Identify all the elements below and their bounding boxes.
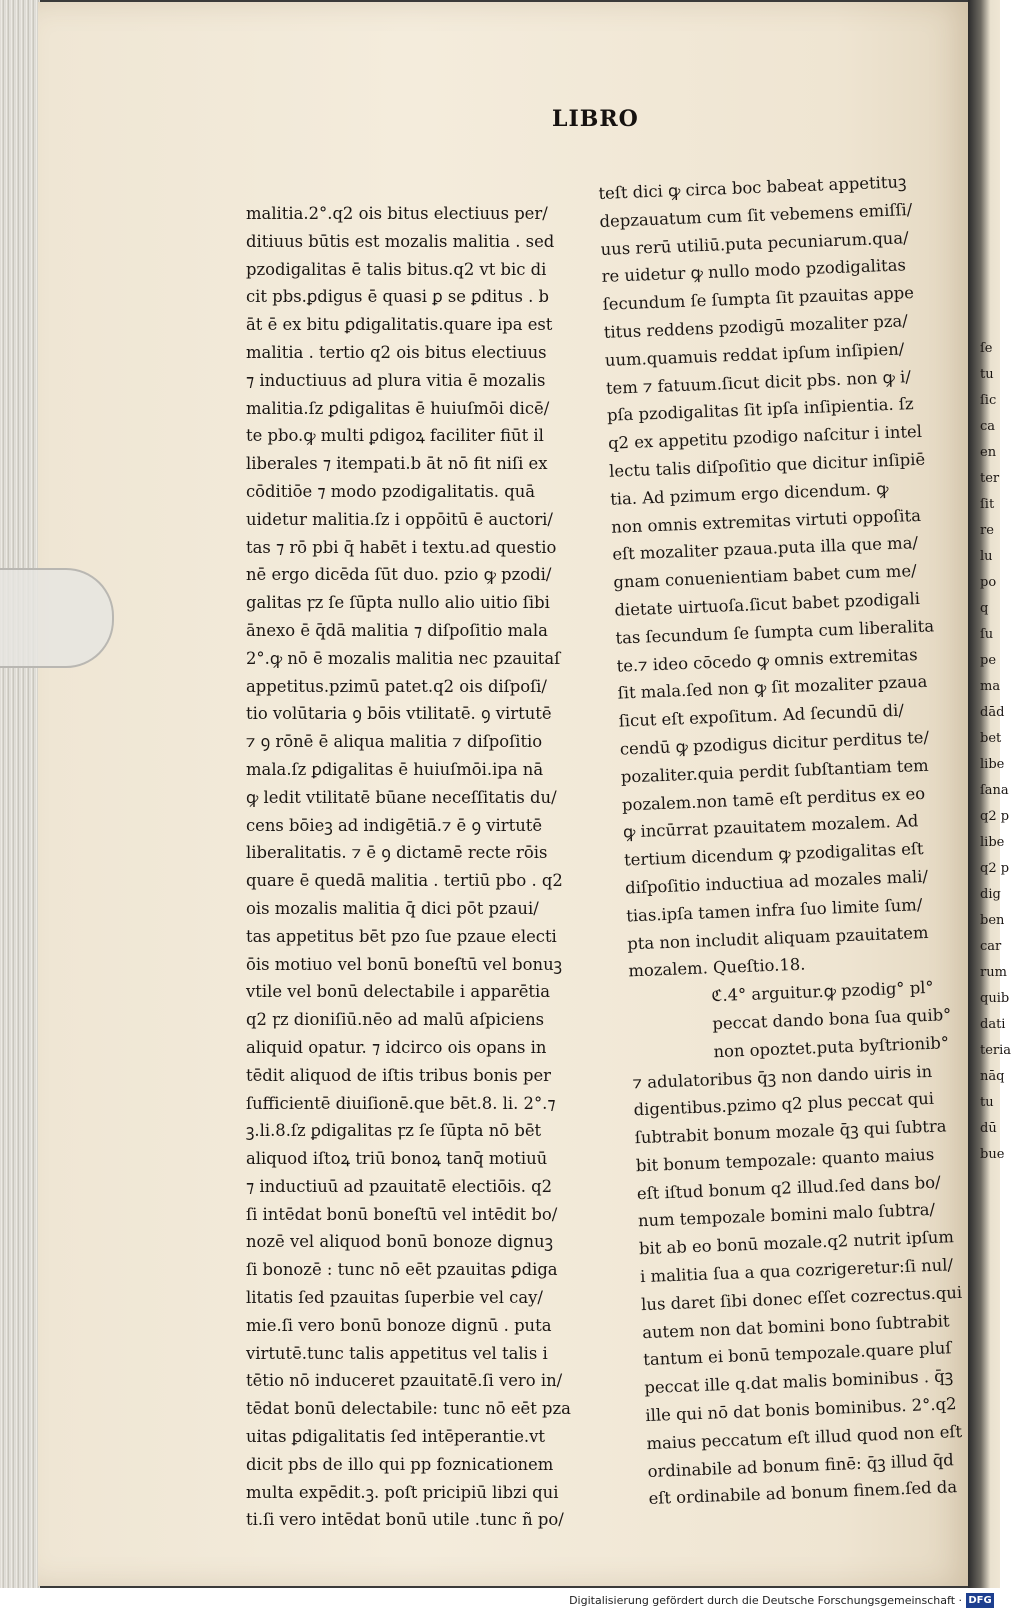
text-line: nāq [980, 1069, 1005, 1084]
footer-credit: Digitalisierung gefördert durch die Deutsche Forschungsgemeinschaft · [569, 1594, 962, 1607]
text-line: ille qui nō dat bonis bominibus. 2°.q2 [645, 1394, 957, 1426]
text-line: aliquod iſtoꝝ triū bonoꝝ tanq̄ motiuū [246, 1149, 548, 1169]
text-line: pzodigalitas ē talis bitus.q2 vt bic di [246, 259, 547, 279]
text-line: ſic [980, 393, 997, 408]
text-line: quib [980, 991, 1010, 1006]
text-line: dig [980, 887, 1001, 902]
text-line: autem non dat bomini bono ſubtrabit [641, 1311, 950, 1342]
text-line: tem ⁊ fatuum.ſicut dicit pbs. non ꝙ i/ [605, 366, 912, 398]
text-line: ōis motiuo vel bonū boneſtū vel bonuꝫ [246, 954, 562, 974]
text-line [980, 310, 1000, 336]
text-line: q [980, 601, 989, 616]
text-line: lus daret ſibi donec eſſet cozrectus.qui [640, 1282, 963, 1315]
text-line: peccat ille q.dat malis bominibus . q̄ꝫ [644, 1366, 954, 1398]
text-line: ſi bonozē : tunc nō eēt pzauitas ꝑdiga [246, 1260, 558, 1280]
text-line: ꝙ incūrrat pzauitatem mozalem. Ad [622, 811, 919, 842]
text-line: āt ē ex bitu ꝑdigalitatis.quare ipa est [246, 315, 553, 335]
text-line: te pbo.ꝙ multi ꝑdigoꝝ faciliter fiūt il [246, 426, 544, 446]
text-line: ſubtrabit bonum mozale q̄ꝫ qui ſubtra [634, 1116, 947, 1148]
text-line: ois mozalis malitia q̄ dici pōt pzaui/ [246, 898, 539, 918]
text-line: cōditiōe ⁊ modo pzodigalitatis. quā [246, 481, 536, 501]
text-line: tēdit aliquod de iſtis tribus bonis per [246, 1065, 551, 1085]
text-line: eſt ordinabile ad bonum finem.ſed da [648, 1477, 958, 1509]
text-line: bit bonum tempozale: quanto maius [635, 1144, 935, 1176]
text-line: num tempozale bomini malo ſubtra/ [637, 1200, 936, 1231]
text-line: eſt iſtud bonum q2 illud.ſed dans bo/ [636, 1172, 941, 1203]
text-line: car [980, 939, 1002, 954]
text-line: tētio nō induceret pzauitatē.ſi vero in/ [246, 1371, 563, 1391]
text-line: q2 p [980, 861, 1010, 876]
text-line: ⁊ inductiuū ad pzauitatē electiōis. q2 [246, 1176, 553, 1196]
text-line: ſu [980, 627, 994, 642]
text-line: tias.ipſa tamen infra ſuo limite ſum/ [625, 894, 923, 926]
text-line: tēdat bonū delectabile: tunc nō eēt pza [246, 1399, 571, 1419]
text-line: gnam conuenientiam babet cum me/ [613, 561, 917, 592]
text-line: dietate uirtuoſa.ſicut babet pzodigali [614, 588, 921, 620]
text-line: mie.ſi vero bonū bonoze dignū . puta [246, 1315, 552, 1335]
text-line: pozalem.non tamē eſt perditus ex eo [621, 783, 926, 815]
text-line: galitas ꝼz ſe ſūpta nullo alio uitio ſibi [246, 593, 550, 613]
text-line: non opoztet.puta byſtrionib° [713, 1032, 950, 1061]
text-line: virtutē.tunc talis appetitus vel talis i [246, 1343, 548, 1363]
text-line: nē ergo dicēda ſūt duo. pzio ꝙ pzodi/ [246, 565, 552, 585]
text-line: pta non includit aliquam pzauitatem [626, 922, 929, 953]
text-line: bit ab eo bonū mozale.q2 nutrit ipſum [638, 1227, 955, 1259]
text-line: appetitus.pzimū patet.q2 ois diſpoſi/ [246, 676, 547, 696]
text-line: diſpoſitio inductiua ad mozales mali/ [624, 866, 929, 898]
text-line: mozalem. Queſtio.18. [628, 954, 806, 981]
text-line: pe [980, 653, 997, 668]
text-line: ordinabile ad bonum finē: q̄ꝫ illud q̄d [647, 1449, 955, 1481]
text-line: teria [980, 1043, 1011, 1058]
text-line: multa expēdit.ꝫ. poſt pricipiū libzi qui [246, 1482, 559, 1502]
book-page-edges [0, 0, 40, 1588]
text-line: quare ē quedā malitia . tertiū pbo . q2 [246, 871, 563, 891]
text-line: cens bōieꝫ ad indigētiā.⁊ ē ꝯ virtutē [246, 815, 543, 835]
text-line: re uidetur ꝙ nullo modo pzodigalitas [601, 255, 907, 287]
text-line: ꝙ ledit vtilitatē būane neceſſitatis du/ [246, 787, 557, 807]
text-line: lectu talis diſpoſitio que dicitur inſipiē [608, 449, 926, 481]
text-line: q2 ꝼz dioniſiū.nēo ad malū aſpiciens [246, 1010, 545, 1030]
text-line: rum [980, 965, 1007, 980]
text-line: lu [980, 549, 993, 564]
text-line: tas appetitus bēt pzo ſue pzaue electi [246, 926, 557, 946]
text-line: liberalitatis. ⁊ ē ꝯ dictamē recte rōis [246, 843, 548, 863]
text-line: non omnis extremitas virtuti oppoſita [610, 505, 922, 537]
text-line: uitas ꝑdigalitatis ſed intēperantie.vt [246, 1427, 545, 1447]
text-line: dicit pbs de illo qui pp foznicationem [246, 1454, 554, 1474]
text-line: uum.quamuis reddat ipſum inſipien/ [604, 339, 905, 370]
text-line: ānexo ē q̄dā malitia ⁊ diſpoſitio mala [246, 620, 548, 640]
text-line: ca [980, 419, 996, 434]
text-line: ⁊ adulatoribus q̄ꝫ non dando uiris in [632, 1061, 933, 1092]
bookmark-tab [0, 568, 114, 668]
text-line: ſecundum ſe ſumpta ſit pzauitas appe [602, 283, 915, 315]
text-line: re [980, 523, 994, 538]
text-line: po [980, 575, 997, 590]
text-line: ſit mala.ſed non ꝙ ſit mozaliter pzaua [617, 672, 928, 703]
text-line: litatis ſed pzauitas ſuperbie vel cay/ [246, 1288, 543, 1308]
text-line: libe [980, 835, 1005, 850]
text-line: dād [980, 705, 1005, 720]
text-line: ⁊ ꝯ rōnē ē aliqua malitia ⁊ diſpoſitio [246, 732, 543, 752]
text-line: cit pbs.ꝑdigus ē quasi ꝑ se ꝑditus . b [246, 287, 549, 307]
text-line: pſa pzodigalitas ſit ipſa inſipientia. ſz [606, 394, 914, 426]
text-line: ma [980, 679, 1001, 694]
text-line: 2°.ꝙ nō ē mozalis malitia nec pzauitaſ [246, 648, 561, 668]
text-line: ſit [980, 497, 995, 512]
text-line: malitia.2°.q2 ois bitus electiuus per/ [246, 204, 548, 223]
text-line: cendū ꝙ pzodigus dicitur perditus te/ [619, 727, 930, 759]
dfg-logo: DFG [966, 1593, 994, 1608]
text-line: ter [980, 471, 1000, 486]
text-line: uus rerū utiliū.puta pecuniarum.qua/ [600, 227, 909, 259]
text-line: tertium dicendum ꝙ pzodigalitas eſt [623, 839, 924, 870]
text-line: tu [980, 367, 994, 382]
text-line: bet [980, 731, 1002, 746]
text-line: nozē vel aliquod bonū bonoze dignuꝫ [246, 1232, 553, 1252]
text-line: teſt dici ꝙ circa boc babeat appetituꝫ [598, 172, 907, 203]
text-line: liberales ⁊ itempati.b āt nō fit niſi ex [246, 454, 548, 474]
facing-page-fragments [980, 310, 1011, 1168]
text-line: i malitia ſua a qua cozrigeretur:ſi nul/ [639, 1255, 954, 1287]
right-text-column [598, 167, 989, 1513]
text-line: q2 p [980, 809, 1010, 824]
text-line: bue [980, 1147, 1005, 1162]
text-line: dū [980, 1121, 997, 1136]
text-line: mala.ſz ꝑdigalitas ē huiuſmōi.ipa nā [246, 759, 544, 779]
text-line: ſufficientē diuiſionē.que bēt.8. li. 2°.⁊ [246, 1093, 556, 1113]
text-line: libe [980, 757, 1005, 772]
text-line: tio volūtaria ꝯ bōis vtilitatē. ꝯ virtutē [246, 704, 552, 724]
text-line: ditiuus būtis est mozalis malitia . sed [246, 231, 555, 251]
text-line: en [980, 445, 997, 460]
text-line: eſt mozaliter pzaua.puta illa que ma/ [612, 533, 919, 565]
text-line: peccat dando bona ſua quib° [712, 1004, 952, 1034]
text-line: aliquid opatur. ⁊ idcirco ois opans in [246, 1037, 547, 1057]
text-line: dati [980, 1017, 1006, 1032]
text-line: depzauatum cum ſit vebemens emiſſi/ [599, 199, 913, 231]
text-line: tia. Ad pzimum ergo dicendum. ꝙ [609, 478, 889, 509]
text-line: ℭ.4° arguitur.ꝙ pzodig° pl° [711, 977, 935, 1006]
text-line: te.⁊ ideo cōcedo ꝙ omnis extremitas [616, 644, 918, 676]
text-line: tas ⁊ rō pbi q̄ habēt i textu.ad questio [246, 537, 557, 557]
text-line: pozaliter.quia perdit ſubſtantiam tem [620, 755, 929, 787]
text-line: malitia . tertio q2 ois bitus electiuus [246, 342, 547, 362]
text-line: ſicut eſt expoſitum. Ad ſecundū di/ [618, 700, 905, 731]
text-line: malitia.ſz ꝑdigalitas ē huiuſmōi dicē/ [246, 398, 550, 418]
text-line: ſi intēdat bonū boneſtū vel intēdit bo/ [246, 1204, 558, 1224]
text-line: maius peccatum eſt illud quod non eſt [646, 1421, 963, 1453]
text-line: digentibus.pzimo q2 plus peccat qui [633, 1089, 935, 1120]
text-line: tantum ei bonū tempozale.quare pluſ [642, 1338, 952, 1370]
text-line: ⁊ inductiuus ad plura vitia ē mozalis [246, 370, 546, 390]
text-line: ſana [980, 783, 1009, 798]
text-line: uidetur malitia.ſz i oppōitū ē auctori/ [246, 509, 553, 529]
text-line: q2 ex appetitu pzodigo naſcitur i intel [607, 421, 923, 453]
text-line: tu [980, 1095, 994, 1110]
text-line: ben [980, 913, 1005, 928]
text-line: ꝫ.li.8.ſz ꝑdigalitas ꝼz ſe ſūpta nō bēt [246, 1121, 542, 1141]
text-line: ti.ſi vero intēdat bonū utile .tunc ñ po/ [246, 1510, 564, 1530]
text-line: titus reddens pzodigū mozaliter pza/ [603, 311, 909, 342]
running-head: LIBRO [552, 106, 639, 132]
text-line: ſe [980, 341, 993, 356]
left-text-column [246, 200, 586, 1534]
text-line: tas ſecundum ſe ſumpta cum liberalita [615, 616, 935, 648]
text-line: vtile vel bonū delectabile i apparētia [246, 982, 551, 1002]
